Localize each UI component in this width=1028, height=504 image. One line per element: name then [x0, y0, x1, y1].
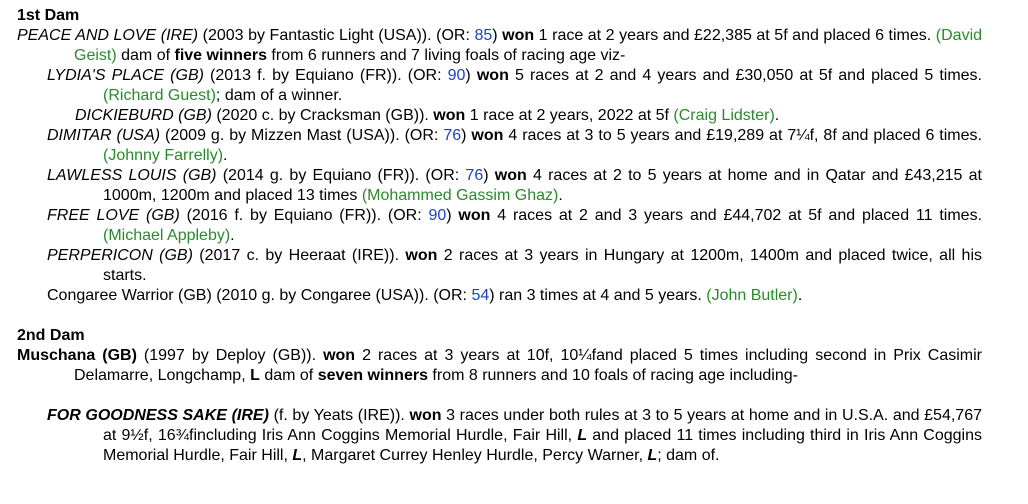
- official-rating: 85: [474, 27, 493, 44]
- listed-race-marker: L: [292, 447, 303, 464]
- listed-race-marker: L: [250, 367, 260, 384]
- horse-name: DIMITAR (USA): [47, 127, 161, 144]
- progeny-entry-dickieburd: DICKIEBURD (GB) (2020 c. by Cracksman (GB)). won 1 race at 2 years, 2022 at 5f (Craig Lidster).: [75, 107, 780, 124]
- second-dam-heading: 2nd Dam: [17, 327, 85, 344]
- horse-name: DICKIEBURD (GB): [75, 107, 212, 124]
- progeny-entry-lydias-place: LYDIA'S PLACE (GB) (2013 f. by Equiano (FR)). (OR: 90) won 5 races at 2 and 4 years and £30,050 at 5f and placed 5 times.(Richard Guest); dam of a winner.: [47, 67, 982, 104]
- official-rating: 76: [465, 167, 484, 184]
- first-dam-heading: 1st Dam: [17, 7, 80, 24]
- horse-name: PERPERICON (GB): [47, 247, 193, 264]
- horse-name: LYDIA'S PLACE (GB): [47, 67, 204, 84]
- progeny-entry-perpericon: PERPERICON (GB) (2017 c. by Heeraat (IRE)). won 2 races at 3 years in Hungary at 1200m, 1400m and placed twice, all his starts.: [47, 247, 982, 284]
- progeny-entry-congaree-warrior: Congaree Warrior (GB) (2010 g. by Congaree (USA)). (OR: 54) ran 3 times at 4 and 5 years. (John Butler).: [47, 287, 803, 304]
- trainer-name: (Michael Appleby): [103, 227, 231, 244]
- official-rating: 54: [471, 287, 490, 304]
- horse-name: FREE LOVE (GB): [47, 207, 180, 224]
- horse-name: FOR GOODNESS SAKE (IRE): [47, 407, 269, 424]
- progeny-entry-free-love: FREE LOVE (GB) (2016 f. by Equiano (FR)). (OR: 90) won 4 races at 2 and 3 years and £44,702 at 5f and placed 11 times. (Michael Appleby).: [47, 207, 983, 244]
- listed-race-marker: L: [647, 447, 658, 464]
- horse-name: LAWLESS LOUIS (GB): [47, 167, 217, 184]
- horse-name: Muschana (GB): [17, 347, 137, 364]
- trainer-name: (Johnny Farrelly): [103, 147, 224, 164]
- trainer-name: (Mohammed Gassim Ghaz): [361, 187, 559, 204]
- official-rating: 90: [428, 207, 447, 224]
- official-rating: 90: [447, 67, 466, 84]
- trainer-name: (Richard Guest): [103, 87, 216, 104]
- horse-name: PEACE AND LOVE (IRE): [17, 27, 199, 44]
- trainer-name: (Craig Lidster): [673, 107, 775, 124]
- trainer-name: (John Butler): [706, 287, 798, 304]
- dam-entry-peace-and-love: PEACE AND LOVE (IRE) (2003 by Fantastic Light (USA)). (OR: 85) won 1 race at 2 years and £22,385 at 5f and placed 6 times. (David Geist) dam of five winners from 6 runners and 7 living foals of racing age viz-: [17, 27, 983, 64]
- progeny-entry-lawless-louis: LAWLESS LOUIS (GB) (2014 g. by Equiano (FR)). (OR: 76) won 4 races at 2 to 5 years at home and in Qatar and £43,215 at 1000m, 1200m and placed 13 times (Mohammed Gassim Ghaz).: [47, 167, 982, 204]
- progeny-entry-dimitar: DIMITAR (USA) (2009 g. by Mizzen Mast (USA)). (OR: 76) won 4 races at 3 to 5 years and £19,289 at 7¼f, 8f and placed 6 times. (Johnny Farrelly).: [47, 127, 982, 164]
- listed-race-marker: L: [577, 427, 588, 444]
- official-rating: 76: [443, 127, 462, 144]
- progeny-entry-for-goodness-sake: FOR GOODNESS SAKE (IRE) (f. by Yeats (IRE)). won 3 races under both rules at 3 to 5 years at home and in U.S.A. and £54,767 at 9½f, 16¾fincluding Iris Ann Coggins Memorial Hurdle, Fair Hill, L and placed 11 times including third in Iris Ann Coggins Memorial Hurdle, Fair Hill, L, Margaret Currey Henley Hurdle, Percy Warner, L; dam of.: [47, 407, 983, 464]
- trainer-name: (David Geist): [74, 27, 983, 64]
- dam-entry-muschana: Muschana (GB) (1997 by Deploy (GB)). won 2 races at 3 years at 10f, 10¼fand placed 5 times including second in Prix Casimir Delamarre, Longchamp, L dam of seven winners from 8 runners and 10 foals of racing age including-: [17, 347, 983, 384]
